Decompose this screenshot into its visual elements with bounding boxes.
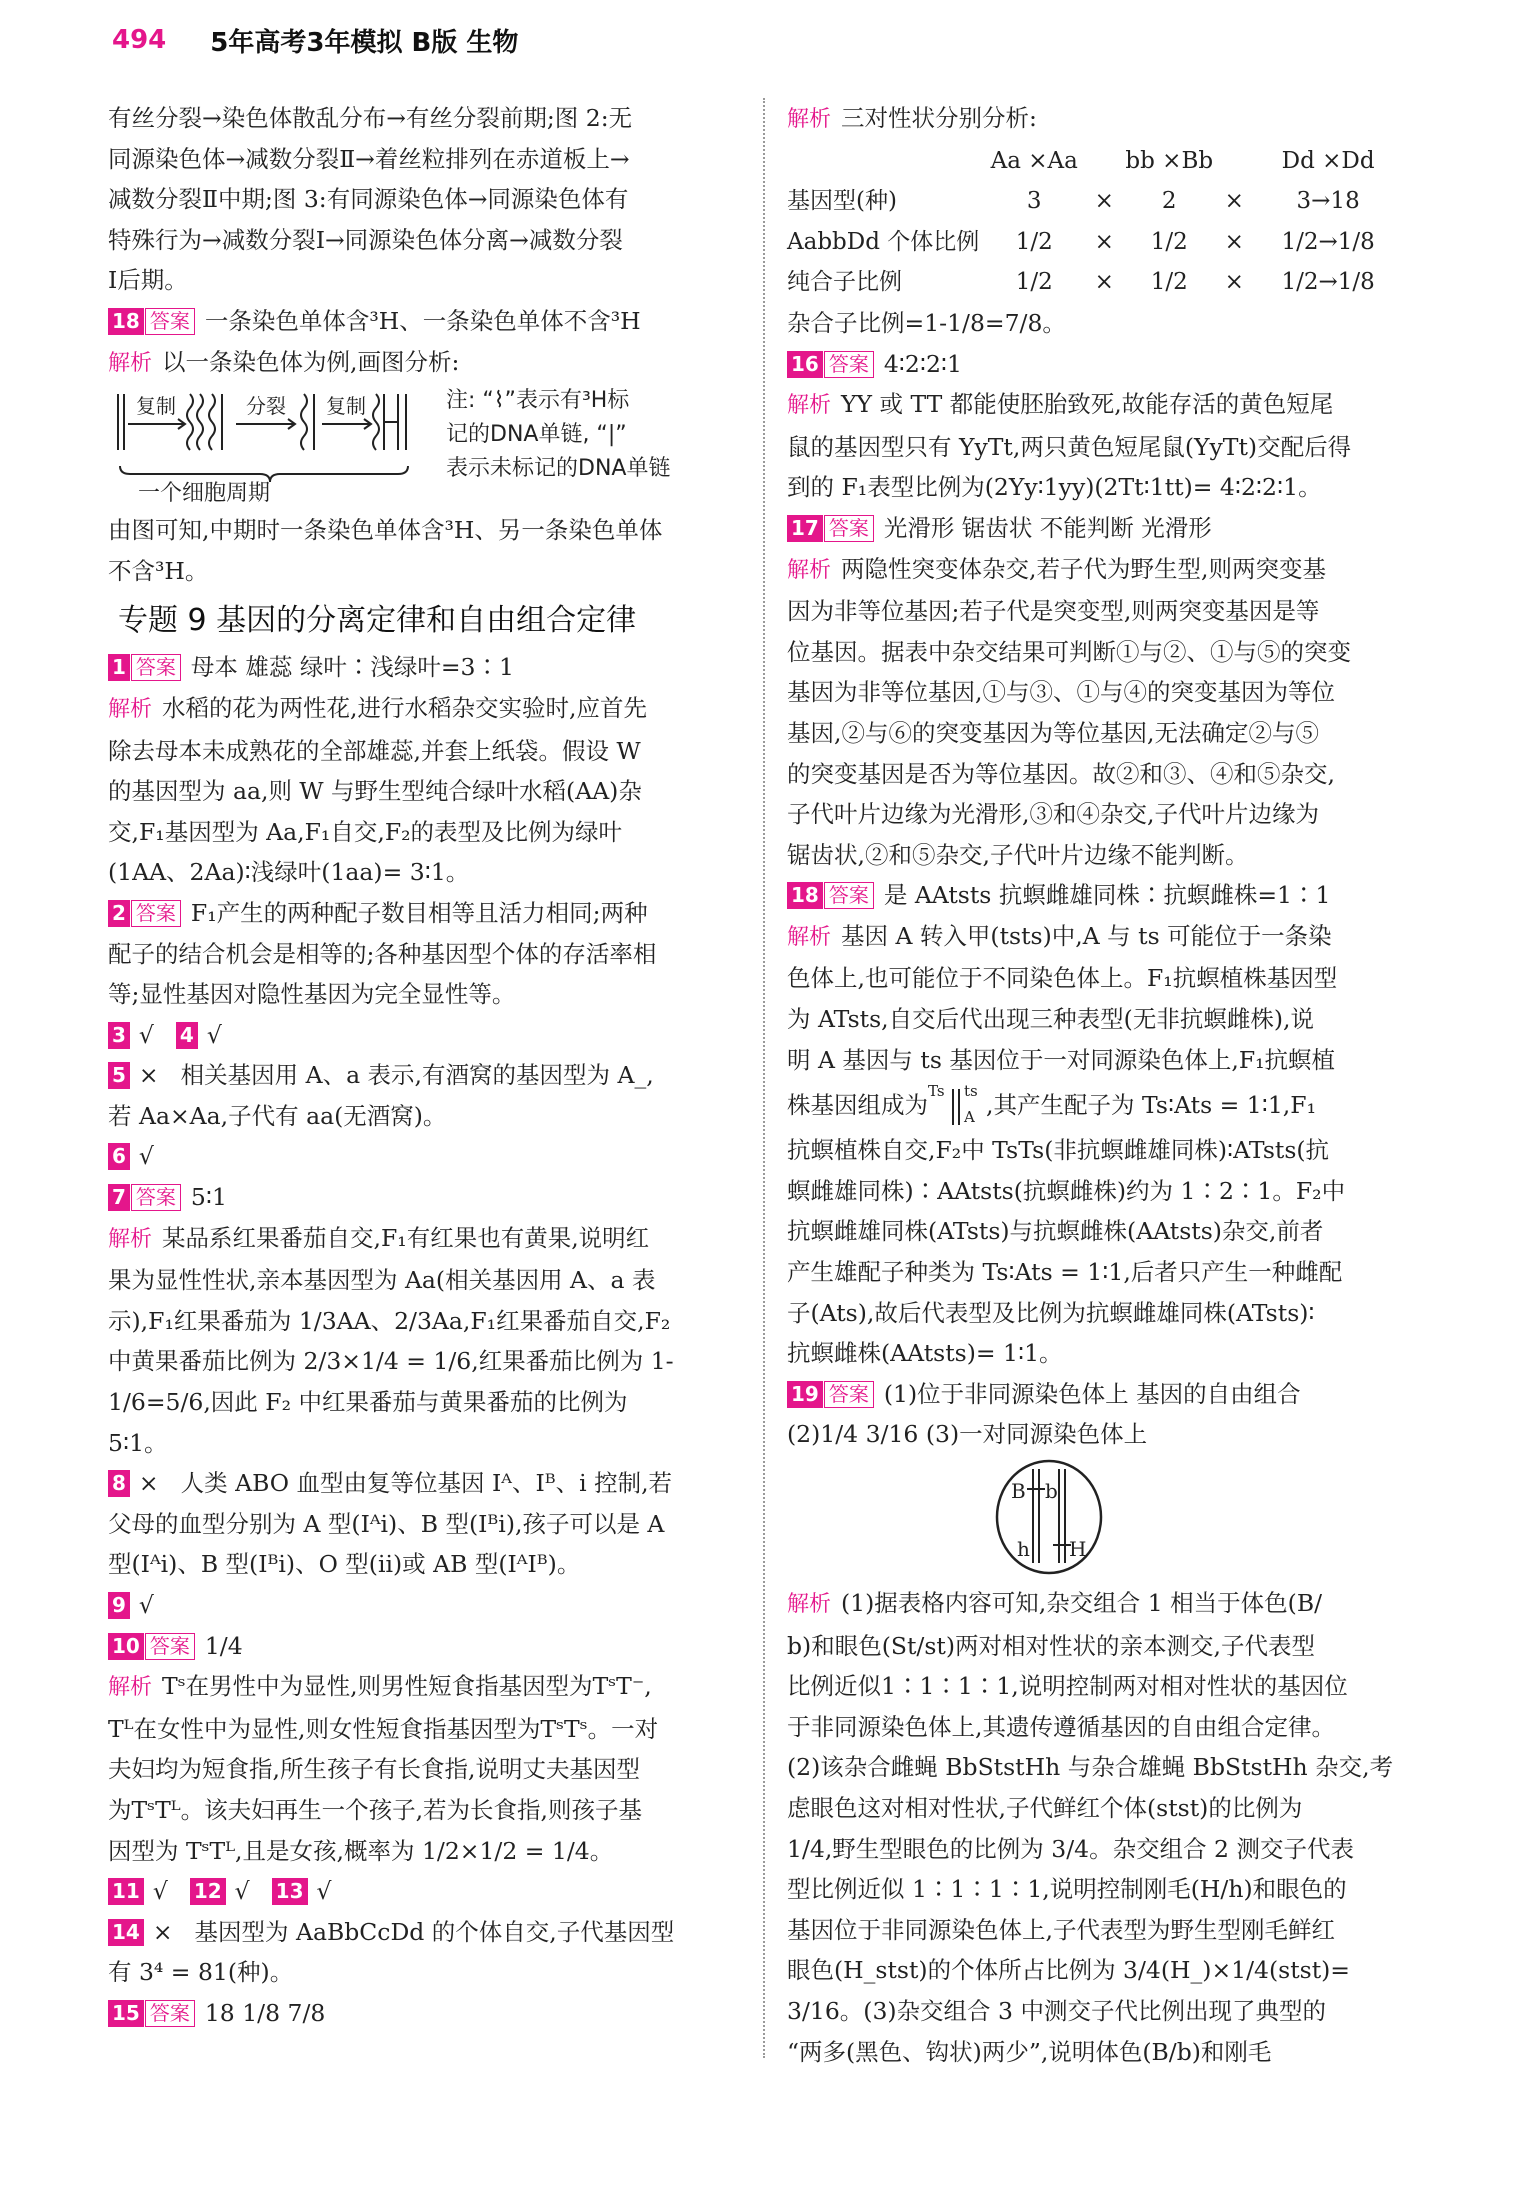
- text-span: 株基因组成为: [787, 1091, 928, 1120]
- table-cell: Dd ×Dd: [1281, 147, 1375, 174]
- answer-label: 答案: [131, 1184, 181, 1211]
- text-line: 配子的结合机会是相等的;各种基因型个体的存活率相: [108, 939, 657, 968]
- text-line: 虑眼色这对相对性状,子代鲜红个体(stst)的比例为: [787, 1793, 1303, 1822]
- answer-text: 4∶2∶2∶1: [883, 349, 962, 378]
- text-line: 比例近似1∶1∶1∶1,说明控制两对相对性状的基因位: [787, 1672, 1348, 1701]
- answer-line: [108, 1463, 736, 1504]
- section-title: 专题 9 基因的分离定律和自由组合定律: [118, 603, 637, 639]
- table-cell: 3→18: [1296, 188, 1360, 215]
- table-cell: 1/2→1/8: [1281, 228, 1375, 255]
- text-line: 位基因。据表中杂交结果可判断①与②、①与⑤的突变: [787, 637, 1351, 666]
- analysis-line: [108, 1218, 736, 1261]
- chromosome-inline-figure: [928, 1081, 986, 1127]
- analysis-label: 解析: [108, 1226, 153, 1252]
- answer-label: 答案: [131, 900, 181, 927]
- question-number: 11: [108, 1878, 144, 1905]
- page-header: [112, 18, 518, 62]
- check-mark: √: [316, 1877, 332, 1906]
- cross-mark: ×: [138, 1469, 159, 1498]
- text-line: 于非同源染色体上,其遗传遵循基因的自由组合定律。: [787, 1712, 1335, 1741]
- answer-line: [108, 893, 736, 934]
- table-cell: ×: [1224, 188, 1244, 215]
- check-mark: √: [138, 1591, 154, 1619]
- analysis-line: [787, 916, 1423, 959]
- table-cell: ×: [1094, 188, 1114, 215]
- text-line: 有丝分裂→染色体散乱分布→有丝分裂前期;图 2:无: [108, 104, 633, 132]
- table-cell: ×: [1224, 269, 1244, 296]
- table-row: [787, 181, 1407, 222]
- question-number: 3: [108, 1022, 130, 1049]
- table-cell: 1/2: [1015, 269, 1053, 296]
- text-span: ,其产生配子为 Ts∶Ats = 1∶1,F₁: [986, 1091, 1316, 1120]
- question-number: 12: [190, 1878, 226, 1905]
- table-cell: [1219, 141, 1249, 182]
- table-cell: 2: [1161, 188, 1177, 215]
- text-line: 基因位于非同源染色体上,子代表型为野生型刚毛鲜红: [787, 1915, 1335, 1944]
- analysis-label: 解析: [787, 393, 832, 419]
- question-11-13-line: [108, 1871, 736, 1912]
- left-column: [108, 98, 736, 2034]
- answer-line: [108, 301, 736, 342]
- analysis-line: [787, 549, 1423, 592]
- text-line: 特殊行为→减数分裂Ⅰ→同源染色体分离→减数分裂: [108, 225, 623, 254]
- text-line: 抗螟植株自交,F₂中 TsTs(非抗螟雌雄同株)∶ATsts(抗: [787, 1136, 1330, 1165]
- check-mark: √: [206, 1020, 222, 1049]
- step-label: 复制: [326, 394, 366, 419]
- question-number: 14: [108, 1919, 144, 1946]
- table-cell: Aa ×Aa: [990, 147, 1078, 174]
- answer-label: 答案: [824, 351, 874, 378]
- text-line: (2)该杂合雌蝇 BbStstHh 与杂合雄蝇 BbStstHh 杂交,考: [787, 1753, 1394, 1782]
- note-line: 注: “⌇”表示有³H标: [446, 388, 630, 414]
- question-10-block: [108, 1626, 736, 1872]
- text-line: 螟雌雄同株)∶AAtsts(抗螟雌株)约为 1∶2∶1。F₂中: [787, 1176, 1346, 1205]
- question-number: 13: [272, 1878, 308, 1905]
- book-title: 5年高考3年模拟 B版 生物: [210, 27, 519, 58]
- question-number: 18: [108, 308, 144, 335]
- question-14-block: [108, 1912, 736, 1993]
- text-line: Tᴸ在女性中为显性,则女性短食指基因型为TˢTˢ。一对: [108, 1714, 659, 1743]
- text-line: (1AA、2Aa)∶浅绿叶(1aa)= 3∶1。: [108, 858, 470, 887]
- gene-label: H: [1069, 1537, 1087, 1561]
- question-number: 6: [108, 1143, 130, 1170]
- text-line: 子代叶片边缘为光滑形,③和④杂交,子代叶片边缘为: [787, 800, 1319, 829]
- genotype-table: [787, 141, 1407, 303]
- analysis-label: 解析: [787, 1592, 832, 1617]
- text-line: 色体上,也可能位于不同染色体上。F₁抗螟植株基因型: [787, 964, 1338, 993]
- text-line: 为 ATsts,自交后代出现三种表型(无非抗螟雌株),说: [787, 1005, 1314, 1034]
- table-cell: bb ×Bb: [1125, 147, 1214, 174]
- note-line: 表示未标记的DNA单链: [446, 456, 671, 482]
- answer-label: 答案: [131, 654, 181, 681]
- answer-line: [108, 1177, 736, 1218]
- table-cell: 纯合子比例: [787, 269, 902, 296]
- analysis-text: (1)据表格内容可知,杂交组合 1 相当于体色(B/: [841, 1589, 1323, 1617]
- table-cell: [1089, 141, 1119, 182]
- question-number: 7: [108, 1184, 130, 1211]
- text-line: 眼色(H_stst)的个体所占比例为 3/4(H_)×1/4(stst)=: [787, 1956, 1351, 1985]
- text-line: 夫妇均为短食指,所生孩子有长食指,说明丈夫基因型: [108, 1755, 640, 1784]
- text-line: 的基因型为 aa,则 W 与野生型纯合绿叶水稻(AA)杂: [108, 777, 642, 806]
- question-number: 5: [108, 1062, 130, 1089]
- question-7-block: [108, 1177, 736, 1463]
- analysis-label: 解析: [787, 924, 832, 950]
- analysis-line: [787, 384, 1423, 427]
- analysis-text: 某品系红果番茄自交,F₁有红果也有黄果,说明红: [162, 1223, 650, 1252]
- question-8-block: [108, 1463, 736, 1585]
- question-number: 18: [787, 882, 823, 909]
- inline-figure-line: [787, 1080, 1423, 1130]
- table-cell: 基因型(种): [787, 188, 897, 215]
- question-number: 15: [108, 2000, 144, 2027]
- text-line: 1/4,野生型眼色的比例为 3/4。杂交组合 2 测交子代表: [787, 1834, 1354, 1863]
- text-line: 的突变基因是否为等位基因。故②和③、④和⑤杂交,: [787, 759, 1335, 788]
- question-5-block: [108, 1055, 736, 1136]
- step-label: 分裂: [246, 394, 286, 419]
- text-line: 明 A 基因与 ts 基因位于一对同源染色体上,F₁抗螟植: [787, 1045, 1336, 1074]
- analysis-label: 解析: [108, 1675, 153, 1701]
- answer-text: (1)位于非同源染色体上 基因的自由组合: [883, 1379, 1301, 1408]
- question-16-block: [787, 344, 1423, 508]
- question-6-line: [108, 1136, 736, 1177]
- text-line: 型比例近似 1∶1∶1∶1,说明控制刚毛(H/h)和眼色的: [787, 1875, 1347, 1904]
- text-line: 鼠的基因型只有 YyTt,两只黄色短尾鼠(YyTt)交配后得: [787, 432, 1352, 461]
- cell-drawing: [787, 1455, 1423, 1583]
- table-cell: ×: [1094, 228, 1114, 255]
- figure-label: ts: [964, 1081, 978, 1100]
- text-line: 不含³H。: [108, 556, 209, 585]
- diagram-caption: 一个细胞周期: [138, 481, 271, 507]
- analysis-line: [108, 1666, 736, 1709]
- question-3-4-line: [108, 1015, 736, 1056]
- answer-label: 答案: [824, 882, 874, 909]
- text-line: 型(Iᴬi)、B 型(Iᴮi)、O 型(ii)或 AB 型(IᴬIᴮ)。: [108, 1550, 581, 1579]
- column-divider: [763, 98, 765, 2058]
- note-line: 记的DNA单链, “|”: [446, 422, 627, 448]
- table-row: [787, 222, 1407, 263]
- table-cell: ×: [1224, 228, 1244, 255]
- analysis-line: [108, 342, 736, 385]
- analysis-text: 以一条染色体为例,画图分析:: [162, 347, 460, 376]
- question-number: 16: [787, 351, 823, 378]
- text-line: 产生雄配子种类为 Ts∶Ats = 1∶1,后者只产生一种雌配: [787, 1258, 1343, 1287]
- text-line: 同源染色体→减数分裂Ⅱ→着丝粒排列在赤道板上→: [108, 144, 630, 173]
- table-cell: AabbDd 个体比例: [787, 228, 980, 255]
- question-number: 8: [108, 1470, 130, 1497]
- text-line: 交,F₁基因型为 Aa,F₁自交,F₂的表型及比例为绿叶: [108, 817, 623, 846]
- table-cell: 1/2→1/8: [1281, 269, 1375, 296]
- question-2-block: [108, 893, 736, 1015]
- answer-line: [108, 1055, 736, 1096]
- text-line: 因型为 TˢTᴸ,且是女孩,概率为 1/2×1/2 = 1/4。: [108, 1836, 614, 1865]
- question-1-block: [108, 647, 736, 893]
- analysis-label: 解析: [787, 107, 832, 132]
- text-line: 若 Aa×Aa,子代有 aa(无酒窝)。: [108, 1101, 447, 1130]
- answer-line: [787, 875, 1423, 916]
- text-line: 由图可知,中期时一条染色单体含³H、另一条染色单体: [108, 516, 663, 545]
- table-cell: 3: [1026, 188, 1042, 215]
- answer-line: [787, 344, 1423, 385]
- text-line: 抗螟雌雄同株(ATsts)与抗螟雌株(AAtsts)杂交,前者: [787, 1217, 1324, 1246]
- answer-line: [108, 1626, 736, 1667]
- question-number: 4: [176, 1022, 198, 1049]
- text-line: 杂合子比例=1-1/8=7/8。: [787, 308, 1066, 337]
- text-line: Ⅰ后期。: [108, 266, 188, 295]
- analysis-text: 水稻的花为两性花,进行水稻杂交实验时,应首先: [162, 693, 647, 722]
- text-line: 果为显性性状,亲本基因型为 Aa(相关基因用 A、a 表: [108, 1266, 656, 1295]
- analysis-text: 三对性状分别分析:: [841, 104, 1037, 132]
- text-line: 等;显性基因对隐性基因为完全显性等。: [108, 980, 516, 1009]
- question-number: 17: [787, 515, 823, 542]
- check-mark: √: [138, 1020, 154, 1049]
- question-number: 1: [108, 654, 130, 681]
- question-15-answer-line: [108, 1993, 736, 2034]
- intro-block: [108, 98, 736, 301]
- cross-mark: ×: [152, 1917, 173, 1946]
- analysis-label: 解析: [787, 557, 832, 583]
- text-line: 基因为非等位基因,①与③、①与④的突变基因为等位: [787, 678, 1335, 707]
- dna-replication-diagram: [108, 384, 736, 510]
- answer-line: [108, 647, 736, 688]
- answer-text: 光滑形 锯齿状 不能判断 光滑形: [883, 513, 1212, 542]
- text-line: 除去母本未成熟花的全部雄蕊,并套上纸袋。假设 W: [108, 736, 641, 765]
- answer-text: 一条染色单体含³H、一条染色单体不含³H: [204, 306, 641, 335]
- analysis-text: Tˢ在男性中为显性,则男性短食指基因型为TˢT⁻,: [162, 1672, 652, 1701]
- answer-label: 答案: [824, 515, 874, 542]
- answer-label: 答案: [145, 308, 195, 335]
- table-cell: 1/2: [1015, 228, 1053, 255]
- cross-mark: ×: [138, 1061, 159, 1090]
- analysis-label: 解析: [108, 350, 153, 376]
- answer-text: 母本 雄蕊 绿叶∶浅绿叶=3∶1: [190, 653, 514, 682]
- text-line: 子(Ats),故后代表型及比例为抗螟雌雄同株(ATsts)∶: [787, 1298, 1315, 1327]
- table-cell: 1/2: [1150, 269, 1188, 296]
- table-cell: 1/2: [1150, 228, 1188, 255]
- figure-label: A: [964, 1107, 975, 1126]
- right-column: [787, 98, 1423, 2072]
- question-number: 9: [108, 1592, 130, 1619]
- check-mark: √: [234, 1877, 250, 1906]
- answer-text: 18 1/8 7/8: [204, 1998, 326, 2027]
- question-19-block: [787, 1374, 1423, 2072]
- text-line: 到的 F₁表型比例为(2Yy∶1yy)(2Tt∶1tt)= 4∶2∶2∶1。: [787, 473, 1322, 502]
- text-line: 中黄果番茄比例为 2/3×1/4 = 1/6,红果番茄比例为 1-: [108, 1347, 674, 1376]
- gene-label: h: [1017, 1537, 1030, 1561]
- check-mark: √: [138, 1142, 154, 1171]
- analysis-text: 基因 A 转入甲(tsts)中,A 与 ts 可能位于一条染: [841, 921, 1332, 950]
- answer-label: 答案: [145, 1633, 195, 1660]
- text-line: 为TˢTᴸ。该夫妇再生一个孩子,若为长食指,则孩子基: [108, 1795, 643, 1824]
- answer-text: 5∶1: [190, 1183, 227, 1212]
- analysis-line: [787, 98, 1423, 141]
- answer-text: 是 AAtsts 抗螟雌雄同株∶抗螟雌株=1∶1: [883, 881, 1331, 910]
- answer-line: [108, 1912, 736, 1953]
- text-line: 减数分裂Ⅱ中期;图 3:有同源染色体→同源染色体有: [108, 185, 629, 214]
- step-label: 复制: [136, 394, 176, 419]
- answer-line: [787, 508, 1423, 549]
- analysis-line: [108, 688, 736, 731]
- text-line: 基因,②与⑥的突变基因为等位基因,无法确定②与⑤: [787, 718, 1319, 747]
- chromosome-line: [958, 1089, 960, 1125]
- text-line: 因为非等位基因;若子代是突变型,则两突变基因是等: [787, 597, 1320, 626]
- answer-label: 答案: [145, 2000, 195, 2027]
- text-line: b)和眼色(St/st)两对相对性状的亲本测交,子代表型: [787, 1631, 1315, 1660]
- text-line: 3/16。(3)杂交组合 3 中测交子代比例出现了典型的: [787, 1996, 1326, 2025]
- text-line: 示),F₁红果番茄为 1/3AA、2/3Aa,F₁红果番茄自交,F₂: [108, 1306, 671, 1335]
- analysis-text: 两隐性突变体杂交,若子代为野生型,则两突变基: [841, 554, 1326, 583]
- answer-text: 基因型为 AaBbCcDd 的个体自交,子代基因型: [194, 1917, 675, 1946]
- answer-label: 答案: [824, 1381, 874, 1408]
- analysis-line: [787, 1583, 1423, 1626]
- question-17-block: [787, 508, 1423, 875]
- answer-line: [787, 1374, 1423, 1415]
- table-cell: ×: [1094, 269, 1114, 296]
- figure-label: Ts: [928, 1081, 945, 1100]
- text-line: 有 3⁴ = 81(种)。: [108, 1958, 294, 1987]
- answer-text: 1/4: [204, 1631, 243, 1660]
- answer-text: 人类 ABO 血型由复等位基因 Iᴬ、Iᴮ、i 控制,若: [180, 1469, 673, 1498]
- diagram-note: [446, 384, 736, 486]
- text-line: (2)1/4 3/16 (3)一对同源染色体上: [787, 1420, 1148, 1449]
- analysis-text: YY 或 TT 都能使胚胎致死,故能存活的黄色短尾: [841, 390, 1334, 419]
- question-number: 2: [108, 900, 130, 927]
- answer-text: F₁产生的两种配子数目相等且活力相同;两种: [190, 898, 648, 927]
- question-number: 10: [108, 1633, 144, 1660]
- question-9-line: [108, 1585, 736, 1626]
- cell-chromosome-diagram: [787, 1455, 1423, 1583]
- answer-text: 相关基因用 A、a 表示,有酒窝的基因型为 A_,: [180, 1061, 654, 1090]
- table-cell: [787, 141, 979, 182]
- gene-label: b: [1045, 1479, 1058, 1503]
- text-line: 5∶1。: [108, 1428, 168, 1457]
- text-line: 锯齿状,②和⑤杂交,子代叶片边缘不能判断。: [787, 840, 1249, 869]
- text-line: 1/6=5/6,因此 F₂ 中红果番茄与黄果番茄的比例为: [108, 1388, 628, 1417]
- analysis-label: 解析: [108, 696, 153, 722]
- table-header-row: [787, 141, 1407, 182]
- question-18-right-block: [787, 875, 1423, 1374]
- gene-label: B: [1011, 1479, 1026, 1503]
- question-number: 19: [787, 1381, 823, 1408]
- table-row: [787, 262, 1407, 303]
- text-line: 抗螟雌株(AAtsts)= 1∶1。: [787, 1339, 1063, 1368]
- chromosome-line: [952, 1089, 954, 1125]
- text-line: 父母的血型分别为 A 型(Iᴬi)、B 型(Iᴮi),孩子可以是 A: [108, 1509, 665, 1538]
- question-18-block: [108, 301, 736, 591]
- page-number: 494: [112, 25, 167, 55]
- text-line: “两多(黑色、钩状)两少”,说明体色(B/b)和刚毛: [787, 2037, 1272, 2066]
- check-mark: √: [152, 1877, 168, 1906]
